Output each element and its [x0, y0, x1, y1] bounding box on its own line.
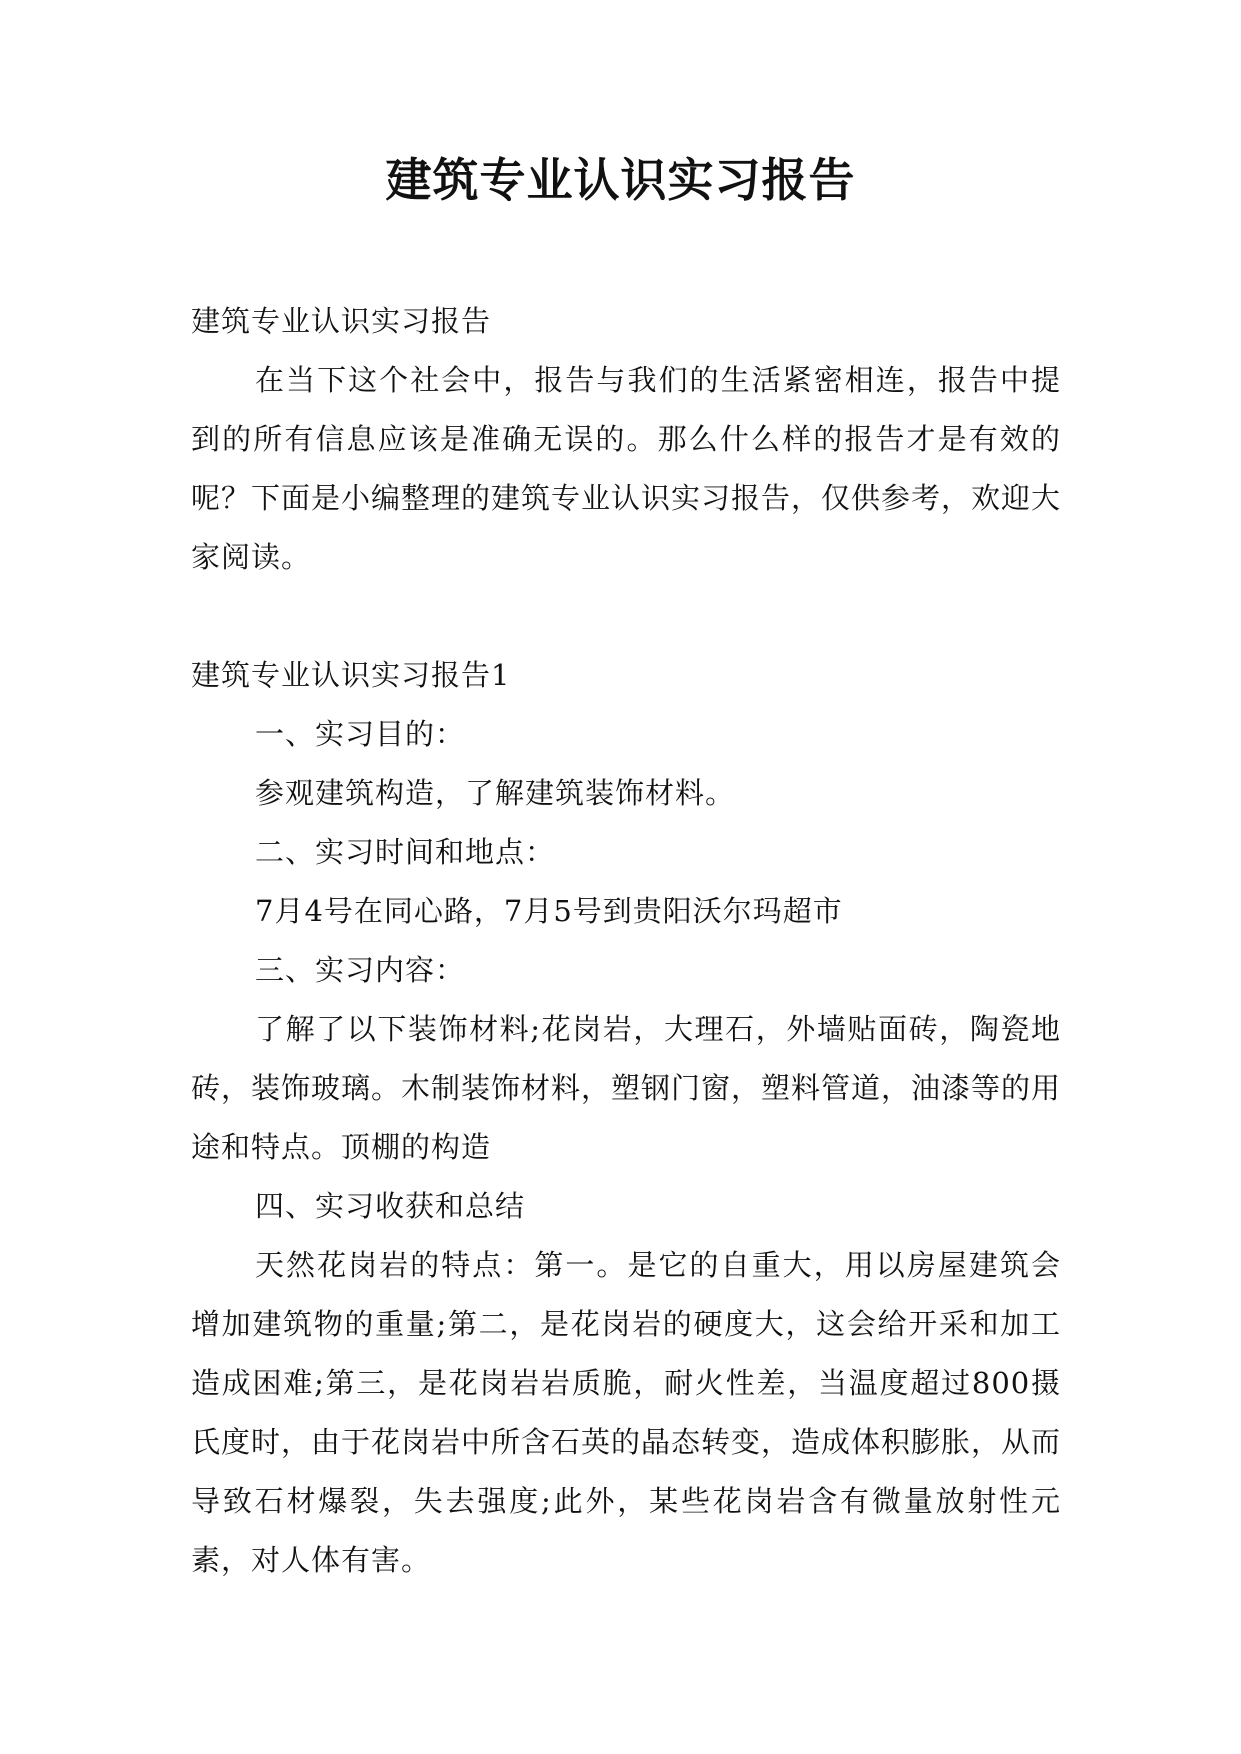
document-title: 建筑专业认识实习报告 [385, 153, 856, 207]
paragraph-time-place: 7月4号在同心路，7月5号到贵阳沃尔玛超市 [255, 894, 843, 928]
heading-purpose: 一、实习目的： [255, 717, 466, 751]
section-title: 建筑专业认识实习报告1 [191, 658, 511, 692]
document-subtitle: 建筑专业认识实习报告 [191, 304, 492, 338]
intro-paragraph: 在当下这个社会中，报告与我们的生活紧密相连，报告中提到的所有信息应该是准确无误的。那么什么样的报告才是有效的呢？下面是小编整理的建筑专业认识实习报告，仅供参考，欢迎大家阅读。 [191, 363, 1062, 574]
paragraph-gap [191, 587, 1061, 646]
heading-content: 三、实习内容： [255, 953, 466, 987]
heading-summary: 四、实习收获和总结 [255, 1189, 526, 1223]
paragraph-content: 了解了以下装饰材料;花岗岩，大理石，外墙贴面砖，陶瓷地砖，装饰玻璃。木制装饰材料，塑钢门窗，塑料管道，油漆等的用途和特点。顶棚的构造 [191, 1012, 1062, 1164]
heading-time-place: 二、实习时间和地点： [255, 835, 556, 869]
paragraph-summary: 天然花岗岩的特点：第一。是它的自重大，用以房屋建筑会增加建筑物的重量;第二，是花岗岩的硬度大，这会给开采和加工造成困难;第三，是花岗岩岩质脆，耐火性差，当温度超过800摄氏度时，由于花岗岩中所含石英的晶态转变，造成体积膨胀，从而导致石材爆裂，失去强度;此外，某些花岗岩含有微量放射性元素，对人体有害。 [191, 1248, 1062, 1577]
paragraph-purpose: 参观建筑构造，了解建筑装饰材料。 [255, 776, 736, 810]
document-body [191, 292, 1061, 1590]
